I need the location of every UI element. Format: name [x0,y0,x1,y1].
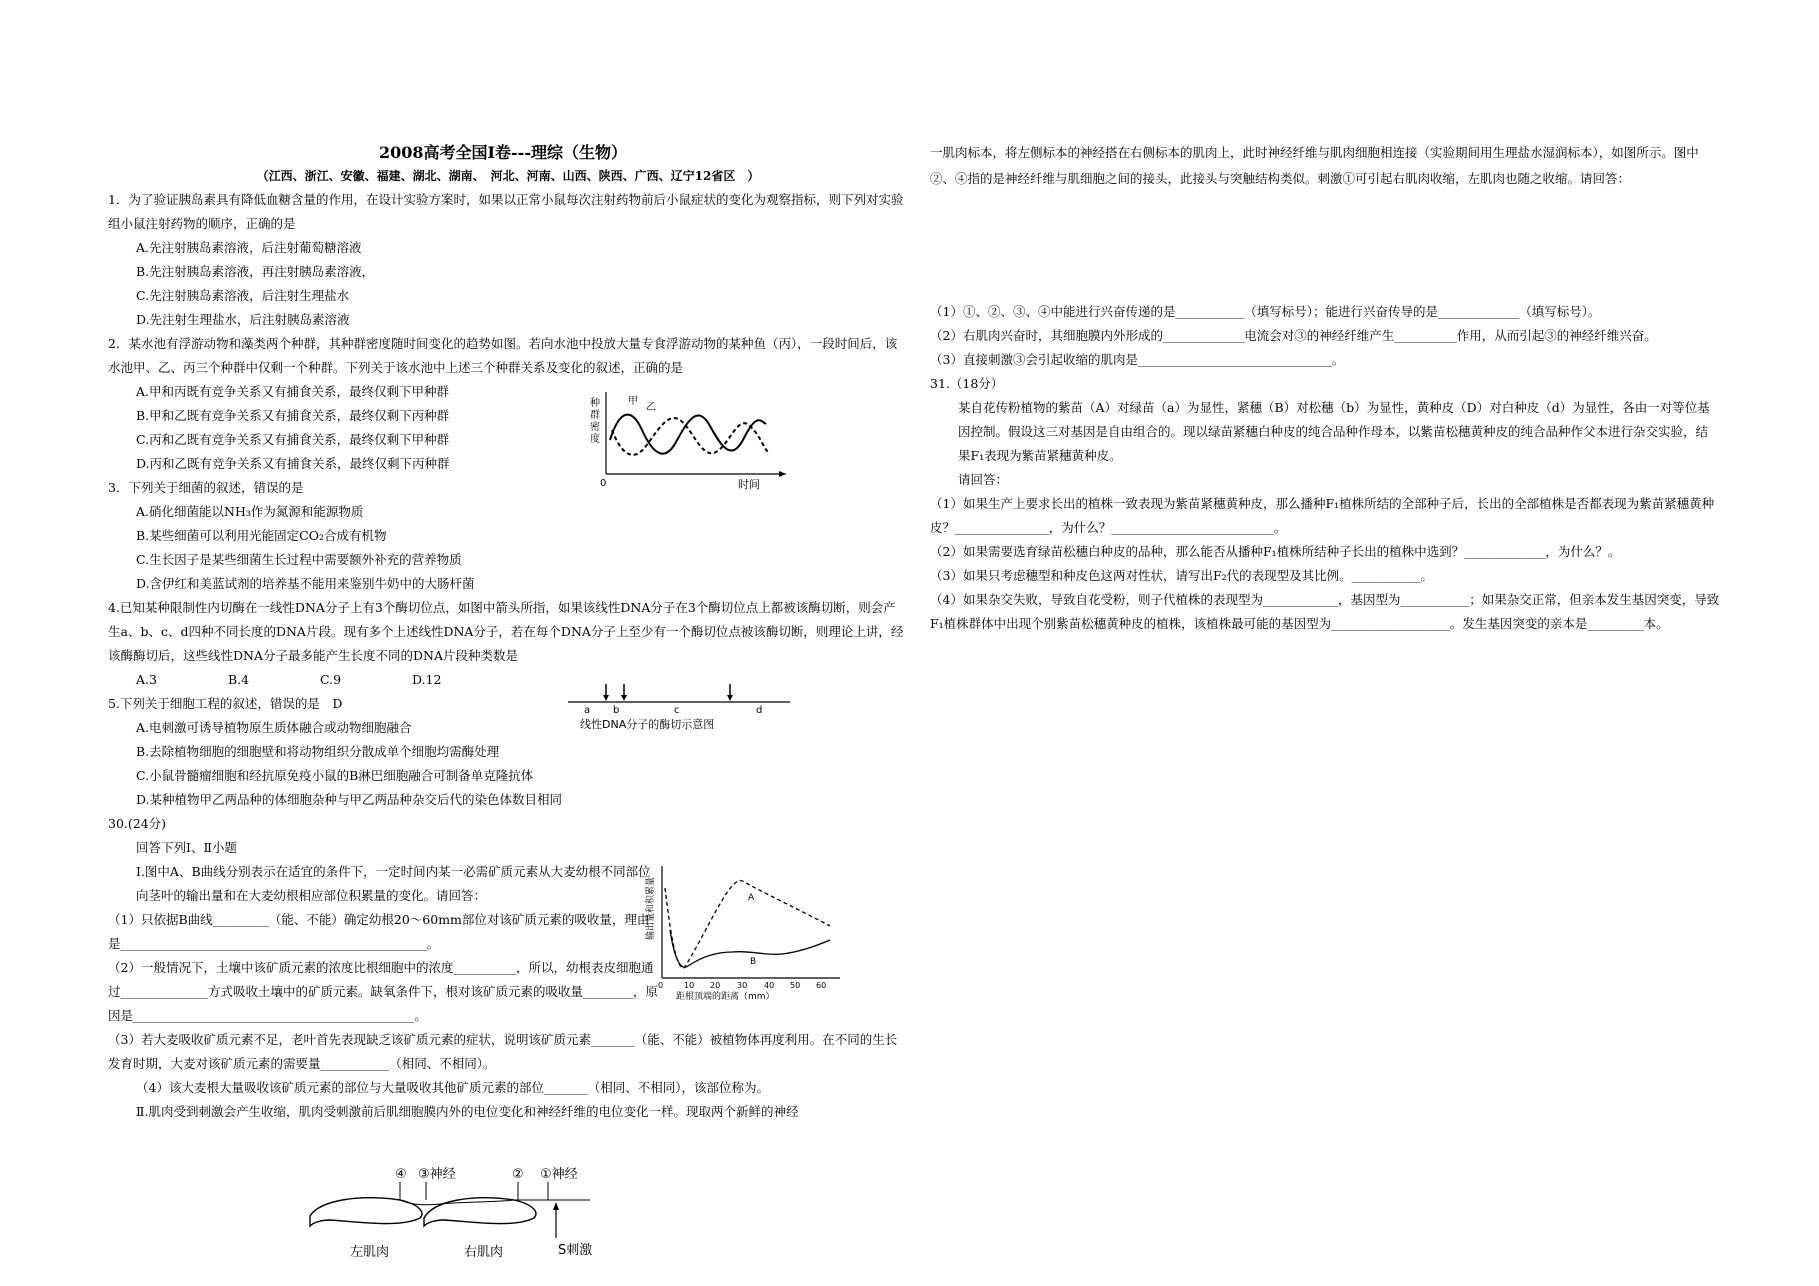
q3-stem: 3．下列关于细菌的叙述，错误的是 [108,480,304,495]
q30-ii-text: Ⅱ.肌肉受到刺激会产生收缩，肌肉受刺激前后肌细胞膜内外的电位变化和神经纤维的电位变化一样。现取两个新鲜的神经 [136,1104,799,1119]
pop-x-label: 时间 [738,478,760,490]
q4-option-b: B.4 [228,672,250,687]
q5-option-a: A.电刺激可诱导植物原生质体融合或动物细胞融合 [136,720,412,735]
q4-option-c: C.9 [320,672,342,687]
page-subtitle: （江西、浙江、安徽、福建、湖北、湖南、 河北、河南、山西、陕西、广西、辽宁12省区 ） [256,169,760,183]
label-junction-2: ② [512,1167,524,1182]
pop-y-label-2: 群 [590,410,600,421]
pop-y-label-3: 密 [590,422,600,433]
q30-head: 30.(24分) [108,816,167,831]
dna-label-d: d [756,705,763,716]
question-1 [108,188,908,332]
q3-option-d: D.含伊红和美蓝试剂的培养基不能用来鉴别牛奶中的大肠杆菌 [136,576,475,591]
q31-ask: 请回答： [958,472,1009,487]
q31-1: （1）如果生产上要求长出的植株一致表现为紫苗紧穗黄种皮，那么播种F₁植株所结的全部种子后，长出的全部植株是否都表现为紫苗紧穗黄种皮？_______________，为什么？__________________________。 [930,496,1715,535]
question-4 [108,596,908,692]
dna-caption: 线性DNA分子的酶切示意图 [580,718,715,730]
curve-b-label: B [750,957,757,967]
q30-ii-cont: 一肌肉标本，将左侧标本的神经搭在右侧标本的肌肉上，此时神经纤维与肌肉细胞相连接（实验期间用生理盐水湿润标本），如图所示。图中②、④指的是神经纤维与肌细胞之间的接头，此接头与突触结构类似。刺激①可引起右肌肉收缩，左肌肉也随之收缩。请回答： [930,145,1699,186]
q30-i-text: Ⅰ.图中A、B曲线分别表示在适宜的条件下，一定时间内某一必需矿质元素从大麦幼根不同部位向茎叶的输出量和在大麦幼根相应部位积累量的变化。请回答： [136,864,651,903]
q31-head: 31.（18分） [930,376,1004,391]
curve-a-label: A [748,893,755,903]
q30-ii-3: （3）直接刺激③会引起收缩的肌肉是_______________________________。 [930,352,1345,367]
q30-i-1: （1）只依据B曲线_________（能、不能）确定幼根20～60mm部位对该矿质元素的吸收量，理由是_________________________________________________。 [108,912,650,951]
q3-option-b: B.某些细菌可以利用光能固定CO₂合成有机物 [136,528,387,543]
pop-label-jia: 甲 [628,396,638,407]
mineral-x-ticks [658,981,826,990]
population-density-figure [590,390,790,490]
q5-option-d: D.某种植物甲乙两品种的体细胞杂种与甲乙两品种杂交后代的染色体数目相同 [136,792,563,807]
mineral-y-label: 输出量和积累量 [646,876,656,940]
q4-option-a: A.3 [136,672,157,687]
dna-label-b: b [613,705,620,716]
q30-i-2: （2）一般情况下，土壤中该矿质元素的浓度比根细胞中的浓度__________，所以，幼根表皮细胞通过______________方式吸收土壤中的矿质元素。缺氧条件下，根对该矿质元素的吸收量________，原因是_____________________________________________。 [108,960,659,1023]
q31-3: （3）如果只考虑穗型和种皮色这两对性状，请写出F₂代的表现型及其比例。___________。 [930,568,1433,583]
page-title: 2008高考全国Ⅰ卷---理综（生物） [379,143,627,162]
q4-option-d: D.12 [412,672,442,687]
question-3 [108,476,908,596]
population-curve-solid [610,415,766,454]
q1-stem: 1．为了验证胰岛素具有降低血糖含量的作用，在设计实验方案时，如果以正常小鼠每次注射药物前后小鼠症状的变化为观察指标，则下列对实验组小鼠注射药物的顺序，正确的是 [108,192,904,231]
label-left-muscle: 左肌肉 [350,1245,390,1260]
q31-text: 某自花传粉植物的紫苗（A）对绿苗（a）为显性，紧穗（B）对松穗（b）为显性，黄种皮（D）对白种皮（d）为显性，各由一对等位基因控制。假设这三对基因是自由组合的。现以绿苗紧穗白种皮的纯合品种作母本，以紫苗松穗黄种皮的纯合品种作父本进行杂交实验，结果F₁表现为紫苗紧穗黄种皮。 [958,400,1710,463]
dna-cut-figure [560,680,800,730]
tick-10: 10 [684,981,695,990]
pop-label-yi: 乙 [646,402,656,413]
q4-stem: 4.已知某种限制性内切酶在一线性DNA分子上有3个酶切位点，如图中箭头所指，如果该线性DNA分子在3个酶切位点上都被该酶切断，则会产生a、b、c、d四种不同长度的DNA片段。现有多个上述线性DNA分子，若在每个DNA分子上至少有一个酶切位点被该酶切断，则理论上讲，经该酶酶切后，这些线性DNA分子最多能产生长度不同的DNA片段种类数是 [108,600,904,663]
q31-4: （4）如果杂交失败，导致自花受粉，则子代植株的表现型为____________，基因型为___________；如果杂交正常，但亲本发生基因突变，导致F₁植株群体中出现个别紫苗松穗黄种皮的植株，该植株最可能的基因型为___________________。发生基因突变的亲本是_________本。 [930,592,1720,631]
pop-origin-label: 0 [600,478,607,489]
q2-option-b: B.甲和乙既有竞争关系又有捕食关系，最终仅剩下丙种群 [136,408,450,423]
tick-30: 30 [737,981,748,990]
q5-stem: 5.下列关于细胞工程的叙述，错误的是 D [108,696,343,711]
tick-60: 60 [816,981,827,990]
q30-i-4: （4）该大麦根大量吸收该矿质元素的部位与大量吸收其他矿质元素的部位_______（相同、不相同），该部位称为。 [136,1080,769,1095]
q2-stem: 2．某水池有浮游动物和藻类两个种群，其种群密度随时间变化的趋势如图。若向水池中投放大量专食浮游动物的某种鱼（丙），一段时间后，该水池甲、乙、丙三个种群中仅剩一个种群。下列关于该水池中上述三个种群关系及变化的叙述，正确的是 [108,336,898,375]
q3-option-a: A.硝化细菌能以NH₃作为氮源和能源物质 [136,504,364,519]
label-right-muscle: 右肌肉 [464,1245,504,1260]
q2-option-d: D.丙和乙既有竞争关系又有捕食关系，最终仅剩下丙种群 [136,456,450,471]
q31-2: （2）如果需要选育绿苗松穗白种皮的品种，那么能否从播种F₁植株所结种子长出的植株中选到？_____________，为什么？。 [930,544,1621,559]
q30-ii-1: （1）①、②、③、④中能进行兴奋传递的是___________（填写标号）；能进行兴奋传导的是_____________（填写标号）。 [930,304,1601,319]
q30-ii-2: （2）右肌肉兴奋时，其细胞膜内外形成的_____________电流会对③的神经纤维产生__________作用，从而引起③的神经纤维兴奋。 [930,328,1657,343]
tick-50: 50 [790,981,801,990]
q1-option-a: A.先注射胰岛素溶液，后注射葡萄糖溶液 [136,240,362,255]
mineral-curve-figure [640,860,850,1000]
right-column [930,140,1720,636]
q5-option-b: B.去除植物细胞的细胞壁和将动物组织分散成单个细胞均需酶处理 [136,744,500,759]
q5-option-c: C.小鼠骨髓瘤细胞和经抗原免疫小鼠的B淋巴细胞融合可制备单克隆抗体 [136,768,534,783]
q30-intro: 回答下列Ⅰ、Ⅱ小题 [136,840,237,855]
q2-option-a: A.甲和丙既有竞争关系又有捕食关系，最终仅剩下甲种群 [136,384,450,399]
dna-label-c: c [674,705,680,716]
tick-20: 20 [710,981,721,990]
label-junction-4: ④ [395,1167,407,1182]
dna-label-a: a [584,705,591,716]
q2-option-c: C.丙和乙既有竞争关系又有捕食关系，最终仅剩下甲种群 [136,432,450,447]
mineral-x-label: 距根顶端的距离（mm） [676,992,775,1000]
q1-option-b: B.先注射胰岛素溶液，再注射胰岛素溶液， [136,264,375,279]
tick-0: 0 [658,981,664,990]
nerve-muscle-figure [300,1160,600,1260]
label-nerve-3: ③神经 [418,1167,456,1182]
q3-option-c: C.生长因子是某些细菌生长过程中需要额外补充的营养物质 [136,552,462,567]
q1-option-d: D.先注射生理盐水，后注射胰岛素溶液 [136,312,350,327]
figure-spacer [930,192,1720,300]
label-nerve-1: ①神经 [540,1167,578,1182]
label-stimulus: S刺激 [558,1243,593,1258]
q30-i-3: （3）若大麦吸收矿质元素不足，老叶首先表现缺乏该矿质元素的症状，说明该矿质元素_______（能、不能）被植物体再度利用。在不同的生长发育时期，大麦对该矿质元素的需要量___________（相同、不相同）。 [108,1032,898,1071]
pop-y-label-1: 种 [590,398,600,409]
q1-option-c: C.先注射胰岛素溶液，后注射生理盐水 [136,288,350,303]
tick-40: 40 [764,981,775,990]
pop-y-label-4: 度 [590,434,600,445]
